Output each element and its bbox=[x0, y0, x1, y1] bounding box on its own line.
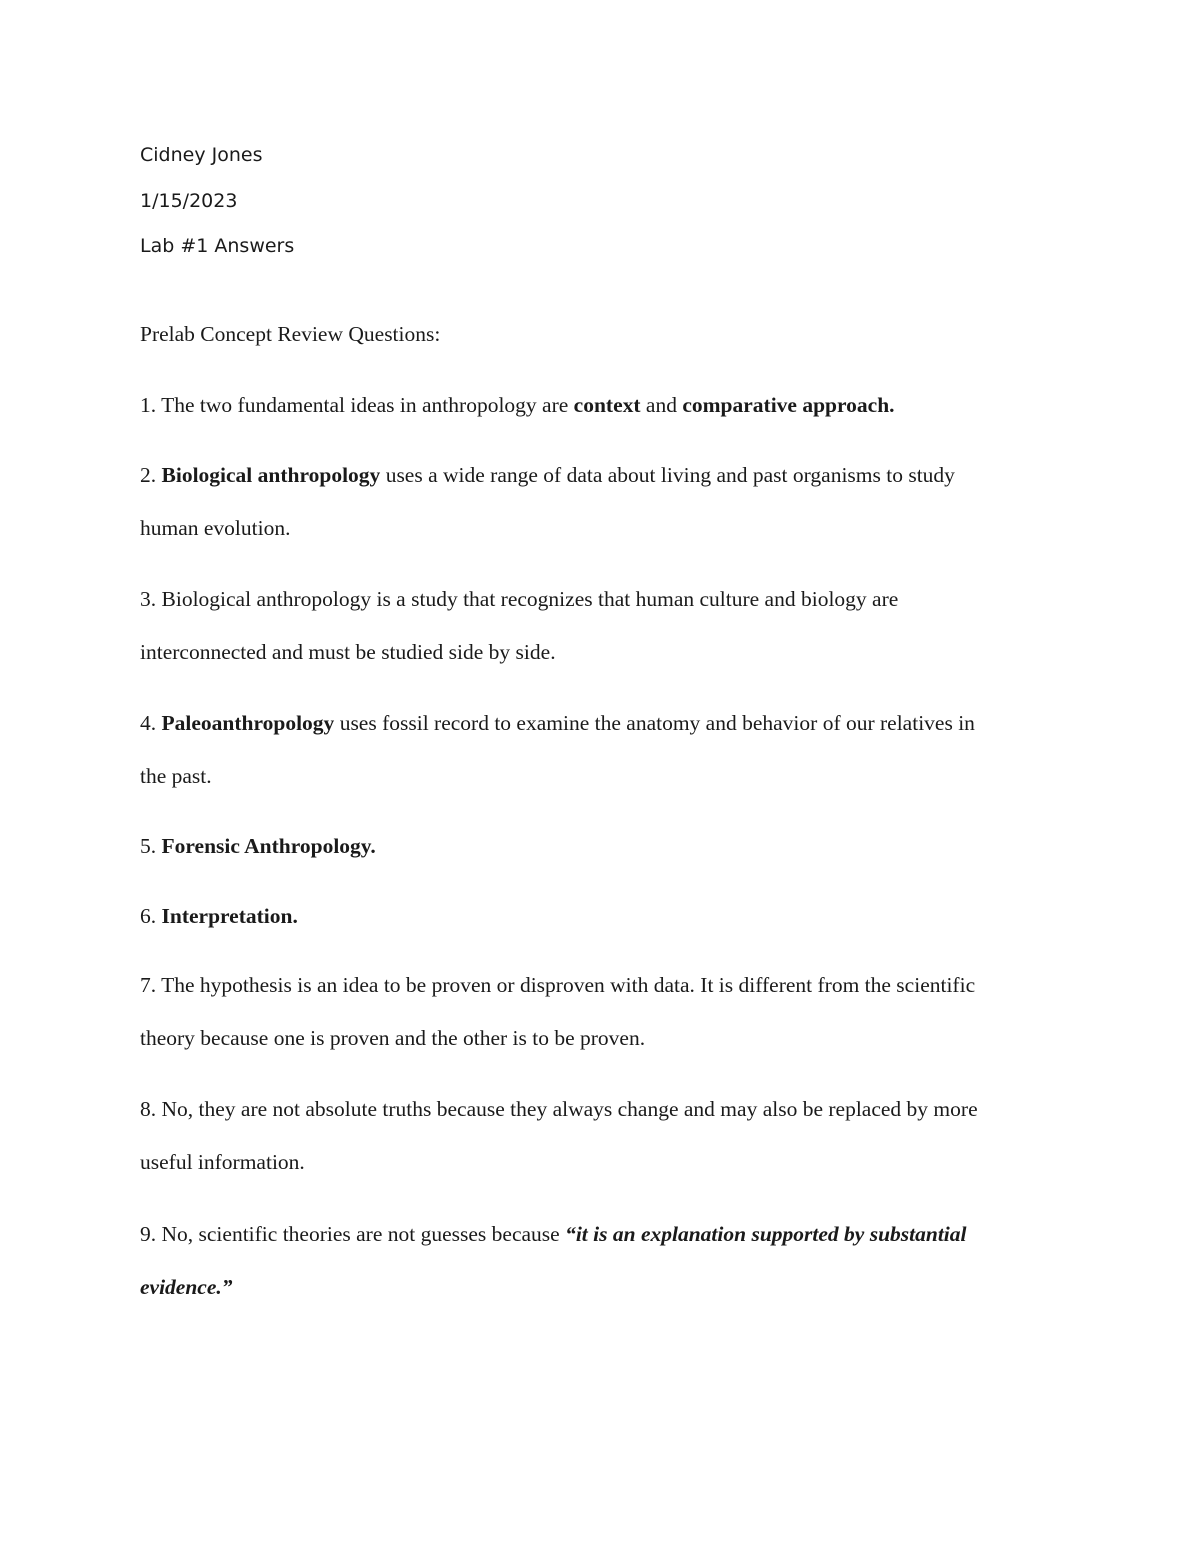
answer-1 bbox=[140, 393, 1070, 418]
answer-3 bbox=[140, 573, 1070, 679]
document-title: Lab #1 Answers bbox=[140, 235, 295, 257]
answer-2-number: 2. bbox=[140, 463, 162, 487]
answer-1-mid: and bbox=[640, 393, 683, 417]
author-name: Cidney Jones bbox=[140, 144, 263, 166]
answer-5-number: 5. bbox=[140, 834, 162, 858]
section-heading: Prelab Concept Review Questions: bbox=[140, 322, 441, 346]
answer-9-quote-end: evidence.” bbox=[140, 1275, 233, 1299]
answer-6-term: Interpretation. bbox=[161, 904, 298, 928]
answer-2-text: uses a wide range of data about living and past organisms to study bbox=[380, 463, 955, 487]
answer-1-term-context: context bbox=[573, 393, 641, 417]
answer-1-term-comparative: comparative approach. bbox=[682, 393, 895, 417]
answer-4 bbox=[140, 697, 1070, 803]
answer-4-line-1 bbox=[140, 697, 1070, 750]
answer-7-line-2: theory because one is proven and the other is to be proven. bbox=[140, 1026, 646, 1050]
answer-2-term: Biological anthropology bbox=[161, 463, 381, 487]
answer-8-line-2: useful information. bbox=[140, 1150, 305, 1174]
answer-9-quote-start: “it is an explanation supported by substantial bbox=[565, 1222, 967, 1246]
answer-5-term: Forensic Anthropology. bbox=[161, 834, 376, 858]
answer-9-text: 9. No, scientific theories are not guesses because bbox=[140, 1222, 566, 1246]
answer-8-line-1: 8. No, they are not absolute truths because they always change and may also be replaced by more bbox=[140, 1097, 978, 1121]
answer-4-text: uses fossil record to examine the anatomy and behavior of our relatives in bbox=[334, 711, 975, 735]
answer-2 bbox=[140, 449, 1070, 555]
answer-8 bbox=[140, 1083, 1070, 1189]
answer-2-line-2: human evolution. bbox=[140, 516, 291, 540]
answer-5 bbox=[140, 834, 1070, 859]
answer-7-line-1: 7. The hypothesis is an idea to be proven or disproven with data. It is different from the scientific bbox=[140, 973, 976, 997]
answer-6-number: 6. bbox=[140, 904, 162, 928]
answer-6 bbox=[140, 904, 1070, 929]
answer-1-prefix: 1. The two fundamental ideas in anthropology are bbox=[140, 393, 574, 417]
answer-4-line-2: the past. bbox=[140, 764, 212, 788]
document-date: 1/15/2023 bbox=[140, 190, 238, 212]
answer-3-line-1: 3. Biological anthropology is a study that recognizes that human culture and biology are bbox=[140, 587, 899, 611]
answer-3-line-2: interconnected and must be studied side by side. bbox=[140, 640, 556, 664]
answer-9-line-1 bbox=[140, 1208, 1070, 1261]
answer-4-term: Paleoanthropology bbox=[161, 711, 335, 735]
answer-4-number: 4. bbox=[140, 711, 162, 735]
answer-9 bbox=[140, 1208, 1070, 1314]
answer-7 bbox=[140, 959, 1070, 1065]
answer-2-line-1 bbox=[140, 449, 1070, 502]
